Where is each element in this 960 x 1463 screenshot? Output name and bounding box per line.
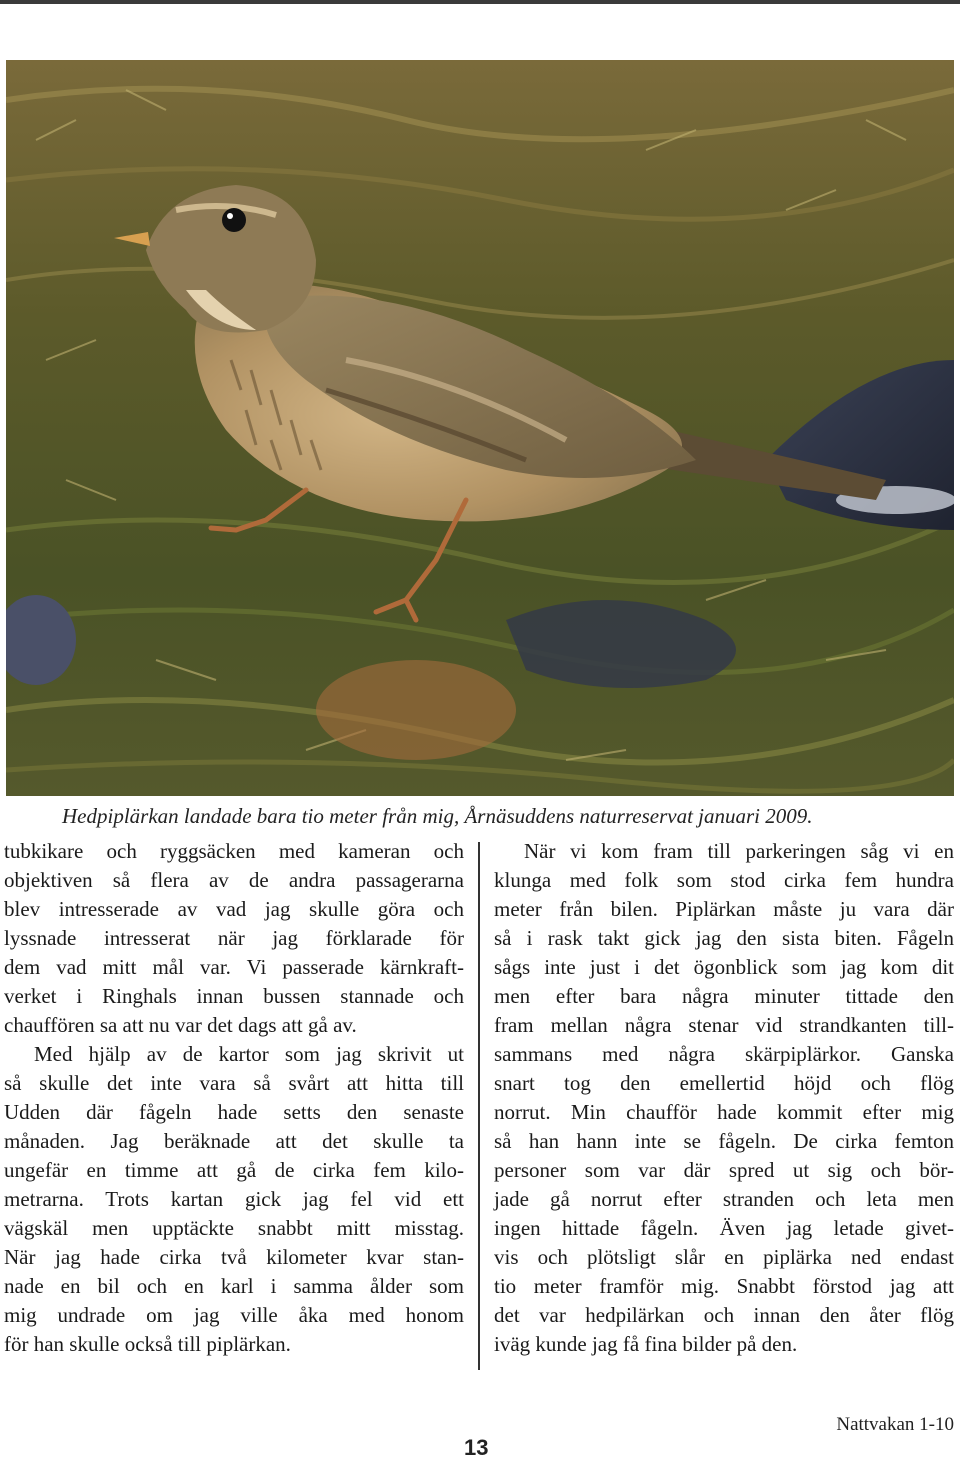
text-line: meter från bilen. Piplärkan måste ju vara där [494,897,954,921]
text-line: så han hann inte se fågeln. De cirka femton [494,1129,954,1153]
text-line: objektiven så flera av de andra passagerarna [4,868,464,892]
text-line: personer som var där spred ut sig och bör- [494,1158,954,1182]
paragraph [494,837,954,1359]
text-line: så i rask takt gick jag den sista biten. Fågeln [494,926,954,950]
page-number: 13 [464,1435,489,1460]
text-line: mig undrade om jag ville åka med honom [4,1303,464,1327]
text-line: månaden. Jag beräknade att det skulle ta [4,1129,464,1153]
text-line: ungefär en timme att gå de cirka fem kilo- [4,1158,464,1182]
text-line: När vi kom fram till parkeringen såg vi en [524,839,954,863]
top-rule [0,0,960,4]
text-line: lyssnade intresserat när jag förklarade för [4,926,464,950]
text-line: vägskäl men upptäckte snabbt mitt misstag. [4,1216,464,1240]
text-line: snart tog den emellertid höjd och flög [494,1071,954,1095]
text-line: vis och plötsligt slår en piplärka ned endast [494,1245,954,1269]
text-line: iväg kunde jag få fina bilder på den. [494,1332,798,1356]
text-line: blev intresserade av vad jag skulle göra och [4,897,464,921]
text-line: sammans med några skärpiplärkor. Ganska [494,1042,954,1066]
text-line: chauffören sa att nu var det dags att gå av. [4,1013,357,1037]
text-line: dem vad mitt mål var. Vi passerade kärnkraft- [4,955,464,979]
text-line: tio meter framför mig. Snabbt förstod jag att [494,1274,954,1298]
text-line: Udden där fågeln hade setts den senaste [4,1100,464,1124]
publication-name: Nattvakan 1-10 [836,1414,954,1435]
text-line: När jag hade cirka två kilometer kvar stan- [4,1245,464,1269]
paragraph [4,1040,464,1359]
text-line: fram mellan några stenar vid strandkanten till- [494,1013,954,1037]
text-line: tubkikare och ryggsäcken med kameran och [4,839,464,863]
text-line: verket i Ringhals innan bussen stannade och [4,984,464,1008]
text-line: det var hedpilärkan och innan den åter flög [494,1303,954,1327]
straw-patch [316,660,516,760]
text-line: men efter bara några minuter tittade den [494,984,954,1008]
text-line: nade en bil och en karl i samma ålder som [4,1274,464,1298]
paragraph [4,837,464,1040]
bird-photo [6,60,954,796]
text-line: klunga med folk som stod cirka fem hundra [494,868,954,892]
photo-caption: Hedpiplärkan landade bara tio meter från mig, Årnäsuddens naturreservat januari 2009. [62,804,813,828]
right-column [494,837,954,1359]
text-line: sågs inte just i det ögonblick som jag kom dit [494,955,954,979]
text-line: för han skulle också till piplärkan. [4,1332,291,1356]
text-line: så skulle det inte vara så svårt att hitta till [4,1071,464,1095]
text-line: norrut. Min chaufför hade kommit efter mig [494,1100,954,1124]
text-line: Med hjälp av de kartor som jag skrivit ut [34,1042,464,1066]
text-line: jade gå norrut efter stranden och leta men [494,1187,954,1211]
left-column [4,837,464,1359]
text-line: metrarna. Trots kartan gick jag fel vid ett [4,1187,464,1211]
bird-photo-illustration [6,60,954,796]
text-line: ingen hittade fågeln. Även jag letade givet- [494,1216,954,1240]
column-divider [478,842,480,1370]
